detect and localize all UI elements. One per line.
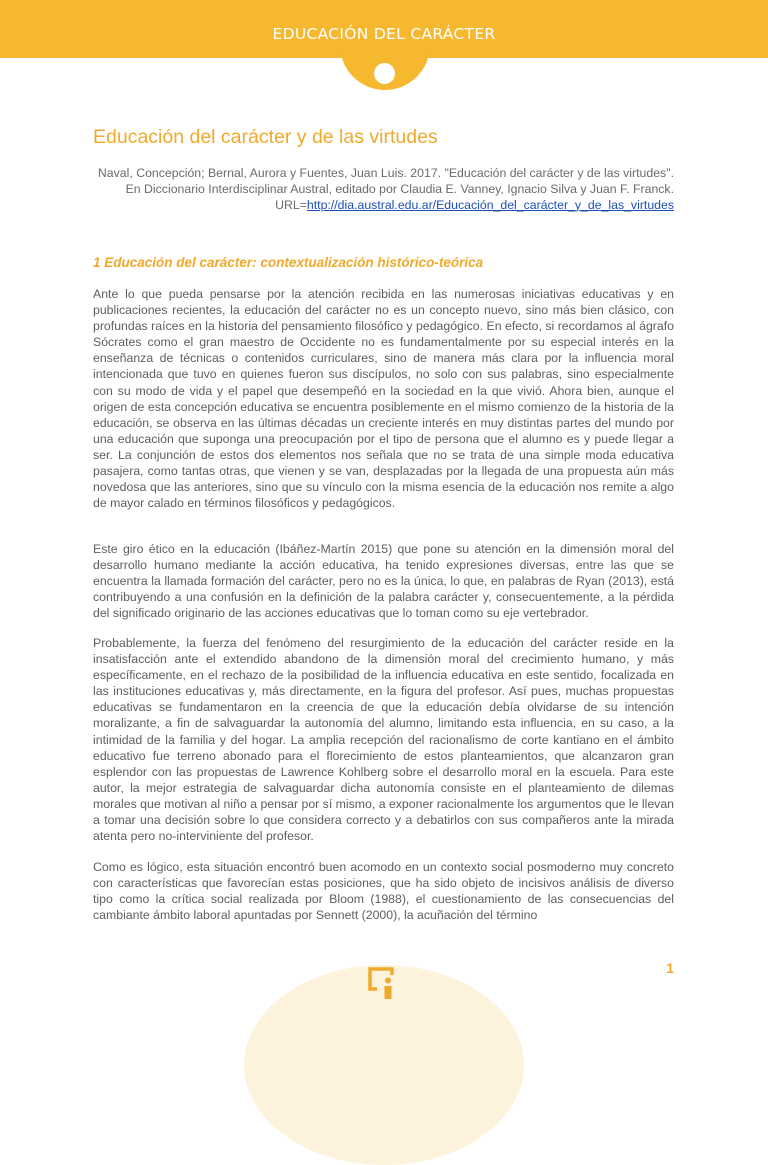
dia-austral-logo-icon bbox=[365, 962, 405, 1002]
document-title: Educación del carácter y de las virtudes bbox=[93, 126, 438, 148]
page-number: 1 bbox=[666, 960, 674, 976]
paragraph-1: Ante lo que pueda pensarse por la atención recibida en las numerosas iniciativas educativas y en publicaciones recientes, la educación del carácter no es un concepto nuevo, sino más bien clásico, con profundas raíces en la historia del pensamiento filosófico y pedagógico. En efecto, si recordamos al ágrafo Sócrates como el gran maestro de Occidente no es fundamentalmente por su especial interés en la enseñanza de técnicas o contenidos curriculares, sino de manera más clara por la influencia moral intencionada que tuvo en quienes fueron sus discípulos, no solo con sus palabras, sino especialmente con su modo de vida y el papel que desempeñó en la sociedad en la que vivió. Ahora bien, aunque el origen de esta concepción educativa se encuentra posiblemente en el mismo comienzo de la historia de la educación, se observa en las últimas décadas un creciente interés en muy distintas partes del mundo por una educación que suponga una preocupación por el tipo de persona que el alumno es y puede llegar a ser. La conjunción de estos dos elementos nos señala que no se trata de una simple moda educativa pasajera, como tantas otras, que vienen y se van, desplazadas por la llegada de una propuesta aún más novedosa que las anteriores, sino que su vínculo con la misma esencia de la educación nos remite a algo de mayor calado en términos filosóficos y pedagógicos. bbox=[93, 287, 674, 511]
header-title: EDUCACIÓN DEL CARÁCTER bbox=[272, 25, 496, 43]
section-heading: 1 Educación del carácter: contextualización histórico-teórica bbox=[93, 255, 484, 270]
citation bbox=[93, 166, 674, 213]
header-dot-icon bbox=[374, 63, 395, 84]
paragraph-4: Como es lógico, esta situación encontró buen acomodo en un contexto social posmoderno muy concreto con características que favorecían estas posiciones, que ha sido objeto de incisivos análisis de diverso tipo como la crítica social realizada por Bloom (1988), el cuestionamiento de las consecuencias del cambiante ámbito laboral apuntadas por Sennett (2000), la acuñación del término bbox=[93, 860, 674, 923]
citation-text: Naval, Concepción; Bernal, Aurora y Fuentes, Juan Luis. 2017. "Educación del carácter y de las virtudes". En Diccionario Interdisciplinar Austral, editado por Claudia E. Vanney, Ignacio Silva y Juan F. Franck. URL= bbox=[97, 166, 674, 212]
paragraph-2: Este giro ético en la educación (Ibáñez-Martín 2015) que pone su atención en la dimensión moral del desarrollo humano mediante la acción educativa, ha tenido expresiones diversas, entre las que se encuentra la llamada formación del carácter, pero no es la única, lo que, en palabras de Ryan (2013), está contribuyendo a una confusión en la definición de la palabra carácter y, consecuentemente, a la pérdida del significado originario de las acciones educativas que lo toman como su eje vertebrador. bbox=[93, 542, 674, 621]
paragraph-3: Probablemente, la fuerza del fenómeno del resurgimiento de la educación del carácter reside en la insatisfacción ante el extendido abandono de la dimensión moral del crecimiento humano, y más específicamente, en el rechazo de la posibilidad de la influencia educativa en este sentido, focalizada en las instituciones educativas y, más directamente, en la figura del profesor. Así pues, muchas propuestas educativas se fundamentaron en la creencia de que la educación debía olvidarse de su intención moralizante, a fin de salvaguardar la autonomía del alumno, limitando esta influencia, en su caso, a la intimidad de la familia y del hogar. La amplia recepción del racionalismo de corte kantiano en el ámbito educativo fue terreno abonado para el florecimiento de estos planteamientos, que alcanzaron gran esplendor con las propuestas de Lawrence Kohlberg sobre el desarrollo moral en la escuela. Para este autor, la mejor estrategia de salvaguardar dicha autonomía consiste en el planteamiento de dilemas morales que motivan al niño a pensar por sí mismo, a exponer racionalmente los argumentos que le llevan a tomar una decisión sobre lo que considera correcto y a debatirlos con sus compañeros ante la mirada atenta pero no-interviniente del profesor. bbox=[93, 636, 674, 844]
citation-link[interactable]: http://dia.austral.edu.ar/Educación_del_carácter_y_de_las_virtudes bbox=[306, 197, 674, 212]
